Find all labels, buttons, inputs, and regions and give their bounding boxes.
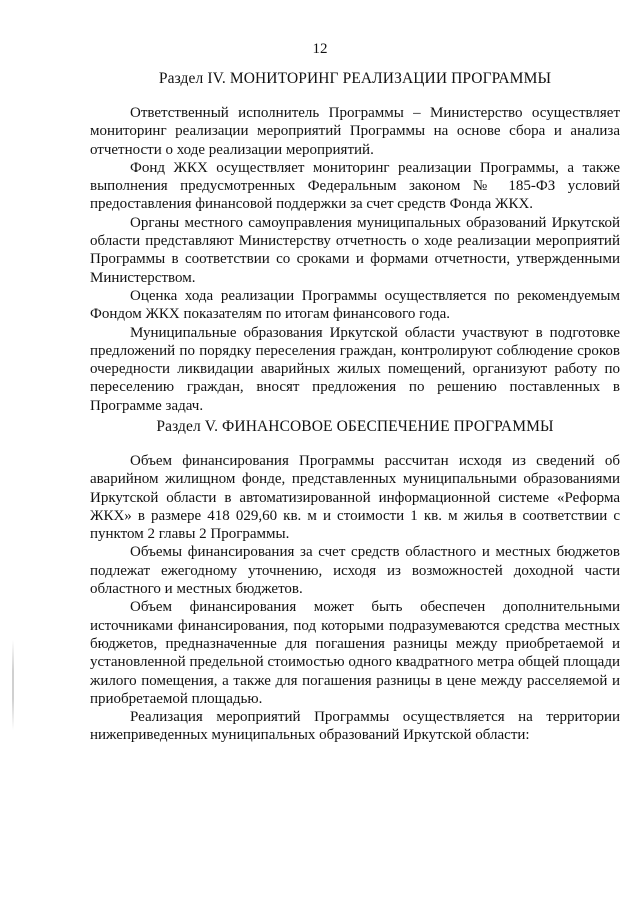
paragraph: Органы местного самоуправления муниципальных образований Иркутской области представляют Министерству отчетность о ходе реализации мероприятий Программы в соответствии со сроками и формами отчетности, утвержденными Министерством. [90,214,620,286]
section-5-heading: Раздел V. ФИНАНСОВОЕ ОБЕСПЕЧЕНИЕ ПРОГРАММЫ [156,418,554,435]
paragraph: Муниципальные образования Иркутской области участвуют в подготовке предложений по порядку переселения граждан, контролируют соблюдение сроков очередности ликвидации аварийных жилых помещений, организуют работу по переселению граждан, вносят предложения по решению поставленных в Программе задач. [90,324,620,414]
paragraph: Ответственный исполнитель Программы – Министерство осуществляет мониторинг реализации мероприятий Программы на основе сбора и анализа отчетности о ходе реализации мероприятий. [90,105,620,158]
section-4-heading: Раздел IV. МОНИТОРИНГ РЕАЛИЗАЦИИ ПРОГРАММЫ [158,70,552,87]
paragraph: Оценка хода реализации Программы осуществляется по рекомендуемым Фондом ЖКХ показателям по итогам финансового года. [90,287,620,323]
paragraph: Объем финансирования может быть обеспечен дополнительными источниками финансирования, под которыми подразумеваются средства местных бюджетов, предназначенные для погашения разницы между приобретаемой и установленной предельной стоимостью одного квадратного метра общей площади жилого помещения, а также для погашения разницы в цене между расселяемой и приобретаемой площадью. [90,599,620,707]
paragraph: Фонд ЖКХ осуществляет мониторинг реализации Программы, а также выполнения предусмотренных Федеральным законом № 185-ФЗ условий предоставления финансовой поддержки за счет средств Фонда ЖКХ. [90,159,620,213]
scan-margin-mark [12,640,14,730]
paragraph: Реализация мероприятий Программы осуществляется на территории нижеприведенных муниципальных образований Иркутской области: [90,709,620,744]
paragraph: Объемы финансирования за счет средств областного и местных бюджетов подлежат ежегодному уточнению, исходя из возможностей доходной части областного и местных бюджетов. [90,544,620,598]
section-4-body [90,104,620,415]
page-number: 12 [312,41,328,57]
section-5-body [90,452,620,745]
paragraph: Объем финансирования Программы рассчитан исходя из сведений об аварийном жилищном фонде, представленных муниципальными образованиями Иркутской области в автоматизированной информационной системе «Реформа ЖКХ» в размере 418 029,60 кв. м и стоимости 1 кв. м жилья в соответствии с пунктом 2 главы 2 Программы. [90,453,620,543]
